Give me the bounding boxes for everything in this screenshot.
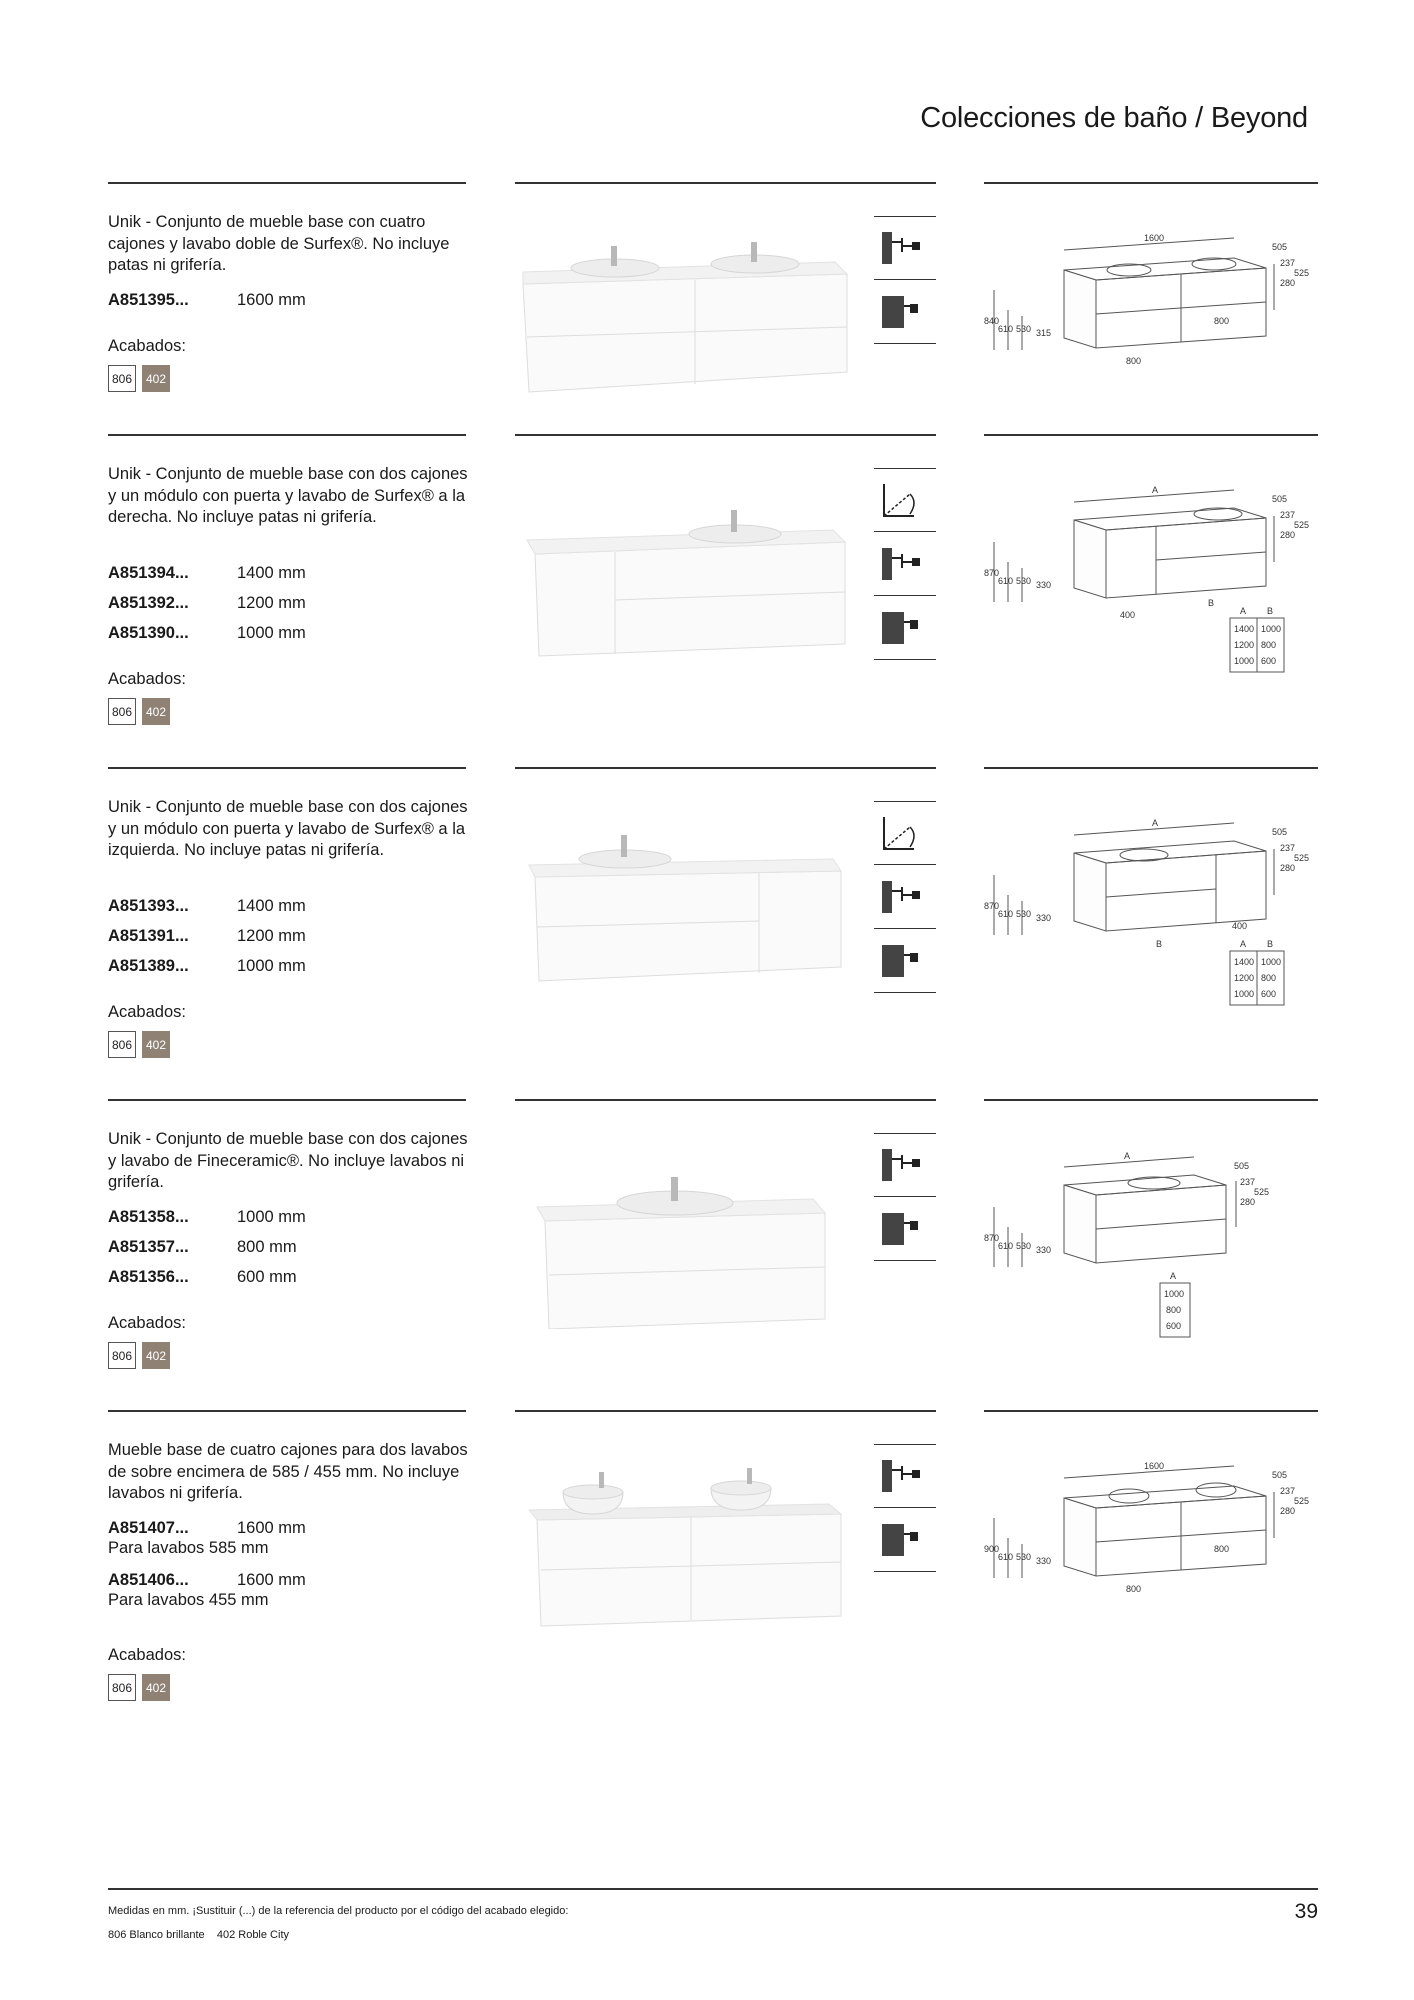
drawing-dim: 330	[1036, 1245, 1052, 1255]
wall-mounted-icon	[874, 1508, 936, 1572]
drawing-dim: 237	[1240, 1177, 1256, 1187]
product-description: Unik - Conjunto de mueble base con dos cajones y lavabo de Fineceramic®. No incluye lavabos ni grifería.	[108, 1130, 468, 1191]
drawing-dim: 280	[1240, 1197, 1256, 1207]
reference-row	[108, 1518, 478, 1558]
drawing-dim: 610	[998, 1241, 1014, 1251]
finish-label: Acabados:	[108, 1314, 186, 1332]
drawing-dim: 237	[1280, 510, 1296, 520]
drawing-dim: 840	[984, 316, 1000, 326]
drawing-dim: 1600	[1144, 233, 1165, 243]
product-description: Unik - Conjunto de mueble base con cuatro cajones y lavabo doble de Surfex®. No incluye patas ni grifería.	[108, 213, 450, 274]
reference-code: A851356...	[108, 1268, 189, 1286]
finish-swatches	[108, 698, 170, 725]
drawing-dim: 1600	[1144, 1461, 1165, 1471]
reference-row	[108, 1570, 478, 1610]
table-cell: 1400	[1234, 624, 1255, 634]
table-cell: 1000	[1234, 656, 1255, 666]
wall-hung-faucet-icon	[874, 1444, 936, 1508]
reference-code: A851389...	[108, 957, 189, 975]
finish-legend: 806 Blanco brillante 402 Roble City	[108, 1929, 289, 1941]
table-header: B	[1267, 939, 1274, 949]
section-rule	[108, 1410, 466, 1412]
product-section-4	[108, 1099, 1318, 1399]
swatch-402: 402	[142, 698, 170, 725]
reference-row-main	[108, 1518, 478, 1539]
drawing-dim: 315	[1036, 328, 1052, 338]
reference-code: A851390...	[108, 624, 189, 642]
drawing-dim: 525	[1294, 1496, 1310, 1506]
drawing-dim: 280	[1280, 1506, 1296, 1516]
product-section-3	[108, 767, 1318, 1067]
reference-list	[108, 1518, 478, 1622]
reference-note: Para lavabos 455 mm	[108, 1591, 269, 1609]
page-number: 39	[1294, 1900, 1318, 1923]
drawing-dim: A	[1152, 818, 1159, 828]
installation-icons	[874, 1444, 936, 1572]
drawing-dim: 505	[1272, 1470, 1288, 1480]
drawing-dim: 400	[1232, 921, 1248, 931]
finish-label: Acabados:	[108, 337, 186, 355]
finish-label: Acabados:	[108, 670, 186, 688]
reference-row	[108, 956, 478, 977]
drawing-dim: B	[1208, 598, 1215, 608]
reference-row	[108, 896, 478, 917]
reference-size: 1200 mm	[237, 594, 306, 612]
technical-drawing	[984, 220, 1318, 440]
reference-size: 1400 mm	[237, 897, 306, 915]
drawing-dim: 530	[1016, 909, 1032, 919]
wall-mounted-icon	[874, 280, 936, 344]
reference-list	[108, 1207, 478, 1297]
installation-icons	[874, 1133, 936, 1261]
section-rule	[108, 182, 466, 184]
reference-list	[108, 896, 478, 986]
finish-swatches	[108, 365, 170, 392]
swatch-806: 806	[108, 365, 136, 392]
section-rule	[984, 1410, 1318, 1412]
drawing-dim: 237	[1280, 1486, 1296, 1496]
finish-swatches	[108, 1674, 170, 1701]
table-cell: 1400	[1234, 957, 1255, 967]
section-rule	[984, 434, 1318, 436]
table-cell: 600	[1166, 1321, 1182, 1331]
drawing-dim: 505	[1234, 1161, 1250, 1171]
section-rule	[515, 1410, 936, 1412]
reference-code: A851395...	[108, 291, 189, 309]
drawing-dim: 800	[1126, 1584, 1142, 1594]
wall-mounted-icon	[874, 1197, 936, 1261]
section-rule	[108, 434, 466, 436]
finish-swatches	[108, 1342, 170, 1369]
product-description: Unik - Conjunto de mueble base con dos cajones y un módulo con puerta y lavabo de Surfex® a la izquierda. No incluye patas ni grifería.	[108, 798, 468, 859]
reference-code: A851358...	[108, 1208, 189, 1226]
product-photo	[515, 1139, 855, 1329]
wall-hung-faucet-icon	[874, 1133, 936, 1197]
drawing-dim: 530	[1016, 1241, 1032, 1251]
drawing-dim: A	[1124, 1151, 1131, 1161]
reference-size: 1600 mm	[237, 1519, 306, 1537]
reference-code: A851391...	[108, 927, 189, 945]
table-cell: 800	[1166, 1305, 1182, 1315]
product-photo	[515, 474, 855, 664]
technical-drawing	[984, 472, 1318, 692]
drawing-dim: 900	[984, 1544, 1000, 1554]
product-photo	[515, 222, 855, 412]
section-rule	[984, 767, 1318, 769]
wall-hung-faucet-icon	[874, 532, 936, 596]
reference-row	[108, 563, 478, 584]
product-description: Mueble base de cuatro cajones para dos lavabos de sobre encimera de 585 / 455 mm. No incluye lavabos ni grifería.	[108, 1441, 468, 1502]
reference-size: 600 mm	[237, 1268, 297, 1286]
table-cell: 800	[1261, 640, 1277, 650]
drawing-dim: 525	[1294, 520, 1310, 530]
drawing-dim: 330	[1036, 913, 1052, 923]
drawing-dim: 800	[1214, 316, 1230, 326]
drawing-dim: 870	[984, 901, 1000, 911]
swatch-806: 806	[108, 1031, 136, 1058]
drawing-dim: 530	[1016, 1552, 1032, 1562]
swatch-402: 402	[142, 1342, 170, 1369]
drawing-dim: 280	[1280, 530, 1296, 540]
drawing-dim: 610	[998, 909, 1014, 919]
wall-hung-faucet-icon	[874, 865, 936, 929]
table-cell: 1200	[1234, 973, 1255, 983]
drawing-dim: 870	[984, 568, 1000, 578]
page-title: Colecciones de baño / Beyond	[920, 102, 1308, 134]
section-rule	[515, 767, 936, 769]
drawing-dim: B	[1156, 939, 1163, 949]
drawing-dim: 505	[1272, 242, 1288, 252]
product-photo	[515, 807, 855, 997]
product-section-2	[108, 434, 1318, 734]
drawing-dim: 330	[1036, 580, 1052, 590]
finish-label: Acabados:	[108, 1646, 186, 1664]
footer-note: Medidas en mm. ¡Sustituir (...) de la referencia del producto por el código del acabado elegido:	[108, 1905, 569, 1917]
drawing-dim: 610	[998, 324, 1014, 334]
reference-size: 1200 mm	[237, 927, 306, 945]
reference-list	[108, 563, 478, 653]
finish-label: Acabados:	[108, 1003, 186, 1021]
swatch-806: 806	[108, 1674, 136, 1701]
reference-row	[108, 926, 478, 947]
drawing-dim: 237	[1280, 258, 1296, 268]
drawing-dim: 525	[1294, 853, 1310, 863]
reference-size: 1000 mm	[237, 624, 306, 642]
reference-size: 1400 mm	[237, 564, 306, 582]
reference-row	[108, 1207, 478, 1228]
drawing-dim: 530	[1016, 324, 1032, 334]
footer-rule	[108, 1888, 1318, 1890]
installation-icons	[874, 801, 936, 993]
reference-code: A851393...	[108, 897, 189, 915]
drawing-dim: 280	[1280, 278, 1296, 288]
table-header: B	[1267, 606, 1274, 616]
drawing-dim: 610	[998, 1552, 1014, 1562]
installation-icons	[874, 216, 936, 344]
finish-swatches	[108, 1031, 170, 1058]
wall-mounted-icon	[874, 596, 936, 660]
table-cell: 1000	[1234, 989, 1255, 999]
table-cell: 1000	[1164, 1289, 1185, 1299]
section-rule	[515, 182, 936, 184]
drawing-dim: 525	[1294, 268, 1310, 278]
wall-hung-faucet-icon	[874, 216, 936, 280]
table-cell: 600	[1261, 989, 1277, 999]
drawing-dim: 237	[1280, 843, 1296, 853]
swatch-806: 806	[108, 698, 136, 725]
technical-drawing	[984, 1137, 1318, 1357]
table-cell: 1000	[1261, 957, 1282, 967]
reference-note: Para lavabos 585 mm	[108, 1539, 269, 1557]
section-rule	[515, 1099, 936, 1101]
reference-size: 1600 mm	[237, 291, 306, 309]
drawing-dim: 505	[1272, 494, 1288, 504]
section-rule	[108, 1099, 466, 1101]
reference-size: 1600 mm	[237, 1571, 306, 1589]
reference-code: A851407...	[108, 1519, 189, 1537]
table-cell: 800	[1261, 973, 1277, 983]
drawing-dim: 280	[1280, 863, 1296, 873]
technical-drawing	[984, 805, 1318, 1025]
reference-size: 800 mm	[237, 1238, 297, 1256]
drawing-dim: 530	[1016, 576, 1032, 586]
section-rule	[108, 767, 466, 769]
reference-size: 1000 mm	[237, 957, 306, 975]
product-photo	[515, 1450, 855, 1640]
reference-row	[108, 623, 478, 644]
table-header: A	[1240, 606, 1247, 616]
reference-row	[108, 1267, 478, 1288]
door-opening-icon	[874, 468, 936, 532]
table-header: A	[1170, 1271, 1177, 1281]
section-rule	[984, 182, 1318, 184]
reference-list	[108, 290, 478, 320]
reference-row	[108, 1237, 478, 1258]
drawing-dim: A	[1152, 485, 1159, 495]
drawing-dim: 400	[1120, 610, 1136, 620]
table-cell: 1000	[1261, 624, 1282, 634]
drawing-dim: 800	[1214, 1544, 1230, 1554]
swatch-402: 402	[142, 1031, 170, 1058]
drawing-dim: 800	[1126, 356, 1142, 366]
swatch-402: 402	[142, 365, 170, 392]
reference-row-main	[108, 1570, 478, 1591]
section-rule	[515, 434, 936, 436]
reference-code: A851392...	[108, 594, 189, 612]
drawing-dim: 870	[984, 1233, 1000, 1243]
swatch-806: 806	[108, 1342, 136, 1369]
reference-code: A851394...	[108, 564, 189, 582]
reference-code: A851406...	[108, 1571, 189, 1589]
technical-drawing	[984, 1448, 1318, 1668]
reference-row	[108, 593, 478, 614]
installation-icons	[874, 468, 936, 660]
table-cell: 1200	[1234, 640, 1255, 650]
drawing-dim: 330	[1036, 1556, 1052, 1566]
drawing-dim: 610	[998, 576, 1014, 586]
drawing-dim: 505	[1272, 827, 1288, 837]
table-header: A	[1240, 939, 1247, 949]
drawing-dim: 525	[1254, 1187, 1270, 1197]
door-opening-icon	[874, 801, 936, 865]
table-cell: 600	[1261, 656, 1277, 666]
wall-mounted-icon	[874, 929, 936, 993]
reference-size: 1000 mm	[237, 1208, 306, 1226]
product-section-5	[108, 1410, 1318, 1710]
reference-row	[108, 290, 478, 311]
swatch-402: 402	[142, 1674, 170, 1701]
product-description: Unik - Conjunto de mueble base con dos cajones y un módulo con puerta y lavabo de Surfex® a la derecha. No incluye patas ni grifería.	[108, 465, 468, 526]
section-rule	[984, 1099, 1318, 1101]
reference-code: A851357...	[108, 1238, 189, 1256]
